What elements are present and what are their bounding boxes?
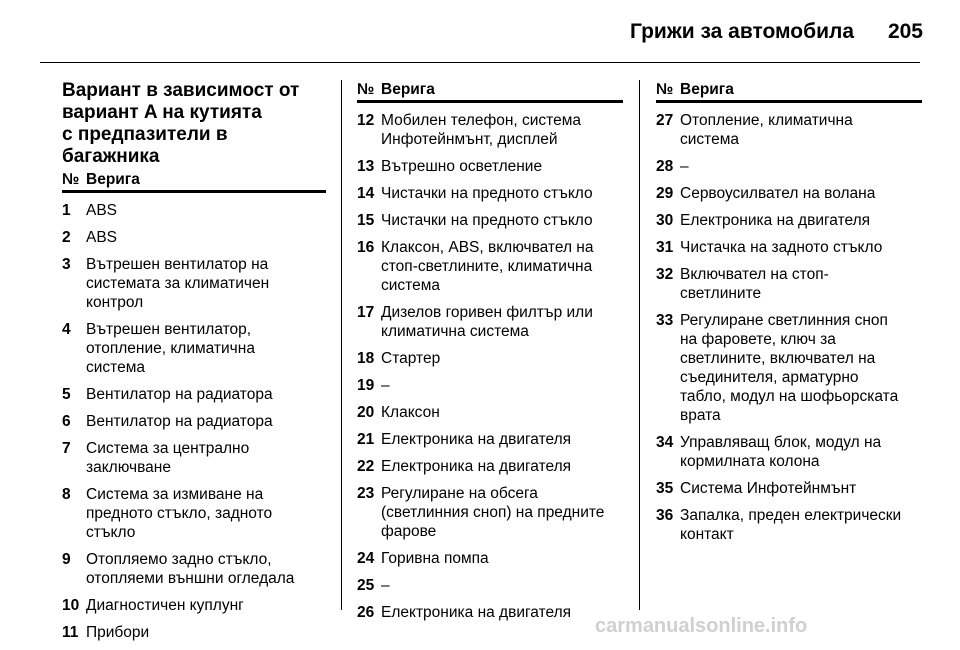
fuse-circuit: Система за централно заключване xyxy=(86,440,250,476)
fuse-row xyxy=(62,485,326,542)
fuse-number: 19 xyxy=(357,377,375,394)
column-divider-2 xyxy=(639,80,640,610)
fuse-row xyxy=(357,111,623,149)
fuse-number: 5 xyxy=(62,386,71,403)
fuse-row xyxy=(62,550,326,588)
fuse-number: 27 xyxy=(656,112,674,129)
section-title: Вариант в зависимост от вариант A на кутията с предпазители в багажника xyxy=(62,80,300,167)
fuse-circuit: Електроника на двигателя xyxy=(680,212,871,229)
fuse-row xyxy=(357,430,623,449)
fuse-row xyxy=(62,201,326,220)
fuse-row xyxy=(357,211,623,230)
fuse-circuit: Включвател на стоп- светлините xyxy=(680,266,829,302)
fuse-row xyxy=(357,157,623,176)
fuse-row xyxy=(656,311,922,425)
fuse-row xyxy=(656,265,922,303)
fuse-row xyxy=(62,228,326,247)
fuse-row xyxy=(357,238,623,295)
page-number: 205 xyxy=(887,20,923,43)
fuse-number: 22 xyxy=(357,458,375,475)
fuse-number: 12 xyxy=(357,112,375,129)
fuse-circuit: Отопление, климатична система xyxy=(680,112,853,148)
fuse-circuit: Вътрешен вентилатор, отопление, климатична система xyxy=(86,321,255,376)
fuse-circuit: ABS xyxy=(86,229,118,246)
column-divider-1 xyxy=(341,80,342,610)
fuse-circuit: Електроника на двигателя xyxy=(381,458,572,475)
header-divider xyxy=(40,62,920,63)
fuse-row xyxy=(357,603,623,622)
fuse-circuit: Чистачки на предното стъкло xyxy=(381,185,593,202)
fuse-circuit: Сервоусилвател на волана xyxy=(680,185,876,202)
fuse-number: 10 xyxy=(62,597,80,614)
fuse-number: 17 xyxy=(357,304,375,321)
fuse-row xyxy=(656,238,922,257)
fuse-circuit: Запалка, преден електрически контакт xyxy=(680,507,902,543)
fuse-row xyxy=(656,479,922,498)
fuse-circuit: Дизелов горивен филтър или климатична система xyxy=(381,304,593,340)
fuse-number: 32 xyxy=(656,266,674,283)
fuse-circuit: Електроника на двигателя xyxy=(381,604,572,621)
table-header-label: Верига xyxy=(680,81,734,98)
fuse-row xyxy=(62,596,326,615)
fuse-circuit: Вътрешен вентилатор на системата за климатичен контрол xyxy=(86,256,270,311)
fuse-circuit: Чистачка на задното стъкло xyxy=(680,239,883,256)
column-2 xyxy=(357,80,623,630)
fuse-number: 35 xyxy=(656,480,674,497)
table-header-number: № xyxy=(656,81,674,98)
column-3 xyxy=(656,80,922,552)
table-header xyxy=(357,80,623,103)
fuse-list xyxy=(357,111,623,622)
fuse-number: 9 xyxy=(62,551,71,568)
page-header-title: Грижи за автомобила xyxy=(630,20,855,43)
fuse-number: 25 xyxy=(357,577,375,594)
fuse-list xyxy=(62,201,326,642)
fuse-row xyxy=(62,320,326,377)
fuse-row xyxy=(357,549,623,568)
fuse-number: 28 xyxy=(656,158,674,175)
fuse-list xyxy=(656,111,922,544)
fuse-row xyxy=(357,576,623,595)
fuse-row xyxy=(357,403,623,422)
fuse-number: 1 xyxy=(62,202,71,219)
fuse-circuit: Чистачки на предното стъкло xyxy=(381,212,593,229)
fuse-circuit: Горивна помпа xyxy=(381,550,489,567)
fuse-row xyxy=(656,111,922,149)
fuse-number: 26 xyxy=(357,604,375,621)
fuse-number: 24 xyxy=(357,550,375,567)
fuse-number: 11 xyxy=(62,624,79,641)
fuse-circuit: Стартер xyxy=(381,350,441,367)
fuse-circuit: – xyxy=(381,577,390,594)
fuse-row xyxy=(656,506,922,544)
fuse-circuit: – xyxy=(680,158,689,175)
fuse-number: 29 xyxy=(656,185,674,202)
fuse-row xyxy=(357,457,623,476)
fuse-circuit: Вентилатор на радиатора xyxy=(86,386,273,403)
fuse-number: 21 xyxy=(357,431,375,448)
fuse-circuit: Система за измиване на предното стъкло, задното стъкло xyxy=(86,486,273,541)
fuse-number: 15 xyxy=(357,212,375,229)
fuse-circuit: Клаксон, ABS, включвател на стоп-светлините, климатична система xyxy=(381,239,594,294)
fuse-row xyxy=(62,385,326,404)
fuse-row xyxy=(656,157,922,176)
fuse-circuit: Прибори xyxy=(86,624,150,641)
fuse-circuit: Електроника на двигателя xyxy=(381,431,572,448)
table-header-label: Верига xyxy=(86,171,140,188)
fuse-row xyxy=(357,484,623,541)
fuse-row xyxy=(62,439,326,477)
table-header-number: № xyxy=(357,81,375,98)
fuse-circuit: Отопляемо задно стъкло, отопляеми външни огледала xyxy=(86,551,295,587)
fuse-row xyxy=(656,433,922,471)
fuse-number: 3 xyxy=(62,256,71,273)
fuse-circuit: Регулиране светлинния сноп на фаровете, ключ за светлините, включвател на съединителя, арматурно табло, модул на шофьорската врата xyxy=(680,312,899,424)
fuse-row xyxy=(62,623,326,642)
fuse-circuit: Вътрешно осветление xyxy=(381,158,543,175)
fuse-circuit: Диагностичен куплунг xyxy=(86,597,244,614)
column-1 xyxy=(62,80,326,650)
fuse-row xyxy=(62,412,326,431)
fuse-number: 8 xyxy=(62,486,71,503)
table-header xyxy=(62,170,326,193)
fuse-number: 31 xyxy=(656,239,674,256)
table-header-number: № xyxy=(62,171,80,188)
fuse-number: 20 xyxy=(357,404,375,421)
fuse-circuit: Клаксон xyxy=(381,404,440,421)
fuse-number: 30 xyxy=(656,212,674,229)
fuse-row xyxy=(357,376,623,395)
fuse-row xyxy=(656,184,922,203)
fuse-number: 14 xyxy=(357,185,375,202)
fuse-circuit: Управляващ блок, модул на кормилната колона xyxy=(680,434,882,470)
fuse-number: 6 xyxy=(62,413,71,430)
table-header-label: Верига xyxy=(381,81,435,98)
fuse-number: 2 xyxy=(62,229,71,246)
fuse-row xyxy=(62,255,326,312)
fuse-circuit: Система Инфотейнмънт xyxy=(680,480,857,497)
fuse-circuit: ABS xyxy=(86,202,118,219)
fuse-number: 4 xyxy=(62,321,71,338)
fuse-number: 34 xyxy=(656,434,674,451)
fuse-number: 7 xyxy=(62,440,71,457)
fuse-circuit: – xyxy=(381,377,390,394)
fuse-circuit: Регулиране на обсега (светлинния сноп) на предните фарове xyxy=(381,485,605,540)
watermark: carmanualsonline.info xyxy=(595,615,808,637)
fuse-row xyxy=(357,303,623,341)
fuse-number: 23 xyxy=(357,485,375,502)
fuse-number: 36 xyxy=(656,507,674,524)
fuse-circuit: Мобилен телефон, система Инфотейнмънт, дисплей xyxy=(381,112,581,148)
fuse-row xyxy=(357,349,623,368)
fuse-number: 18 xyxy=(357,350,375,367)
fuse-row xyxy=(656,211,922,230)
fuse-circuit: Вентилатор на радиатора xyxy=(86,413,273,430)
fuse-number: 13 xyxy=(357,158,375,175)
fuse-number: 16 xyxy=(357,239,375,256)
table-header xyxy=(656,80,922,103)
fuse-row xyxy=(357,184,623,203)
fuse-number: 33 xyxy=(656,312,674,329)
